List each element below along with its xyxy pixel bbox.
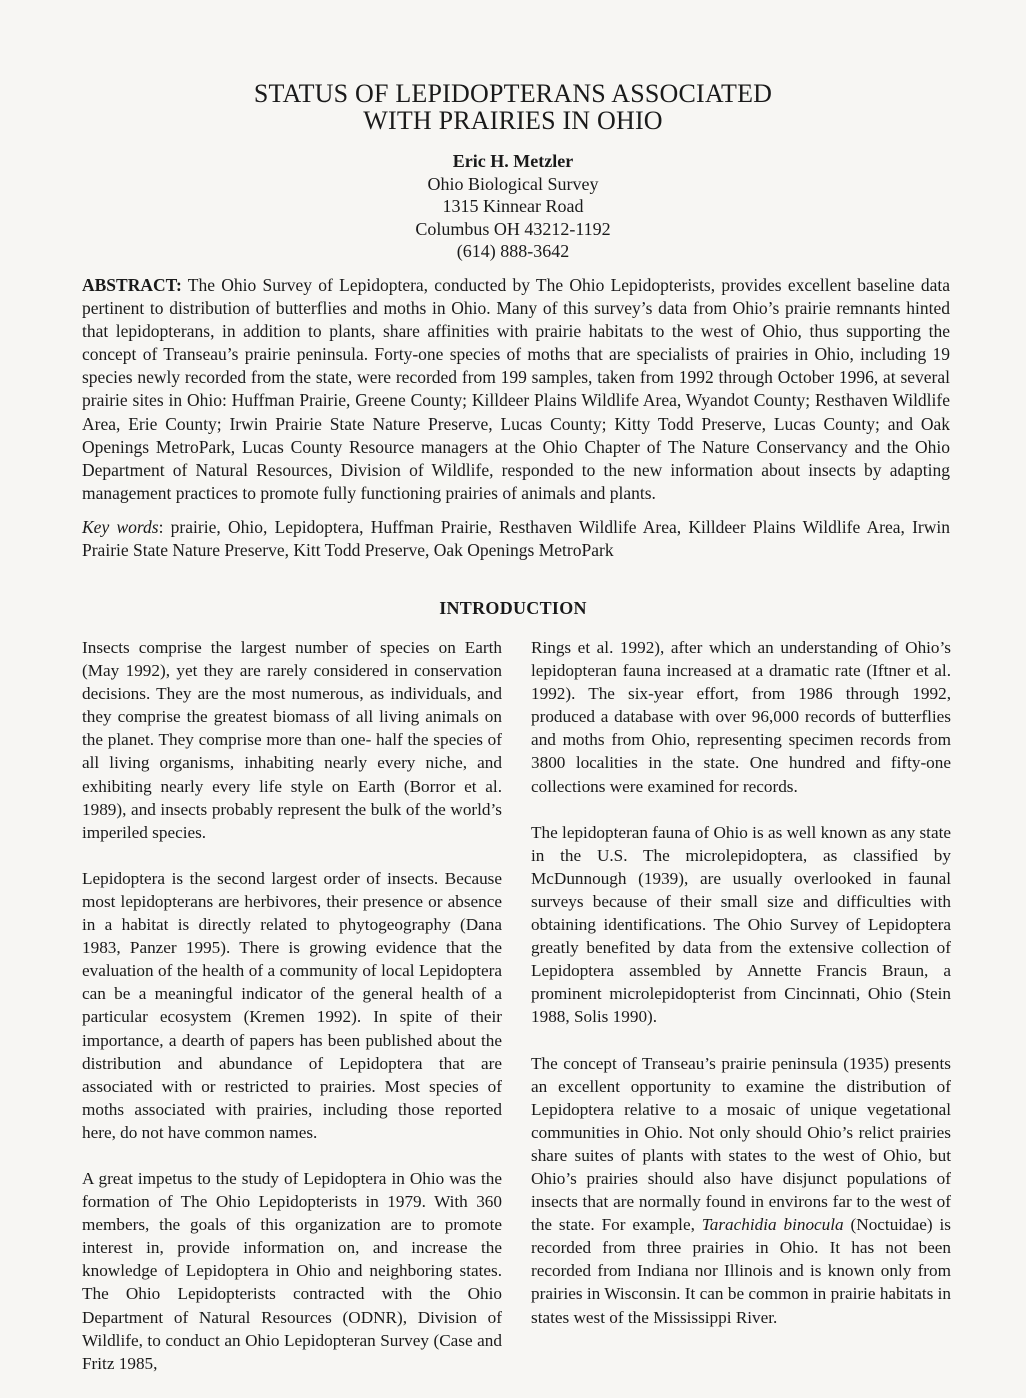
author-block — [0, 150, 1026, 263]
paragraph: The lepidopteran fauna of Ohio is as well known as any state in the U.S. The microlepidoptera, as classified by McDunnough (1939), are usually overlooked in faunal surveys because of their small size and difficulties with obtaining identifications. The Ohio Survey of Lepidoptera greatly benefited by data from the extensive collection of Lepidoptera assembled by Annette Francis Braun, a prominent microlepidopterist from Cincinnati, Ohio (Stein 1988, Solis 1990). — [531, 822, 951, 1027]
species-name: Tarachidia binocula — [701, 1215, 844, 1235]
keywords-label: Key words — [82, 517, 159, 537]
keywords — [82, 516, 950, 562]
author-street: 1315 Kinnear Road — [442, 196, 584, 216]
abstract-label: ABSTRACT: — [82, 275, 182, 295]
paragraph: Insects comprise the largest number of species on Earth (May 1992), yet they are rarely considered in conservation decisions. They are the most numerous, as individuals, and they comprise the greatest biomass of all living animals on the planet. They comprise more than one- half the species of all living organisms, inhabiting nearly every niche, and exhibiting nearly every life style on Earth (Borror et al. 1989), and insects probably represent the bulk of the world’s imperiled species. — [82, 638, 502, 842]
paragraph-text: The concept of Transeau’s prairie peninsula (1935) presents an excellent opportunity to examine the distribution of Lepidoptera relative to a mosaic of unique vegetational communities in Ohio. Not only should Ohio’s relict prairies share suites of plants with states to the west of Ohio, but Ohio’s prairies should also have disjunct populations of insects that are normally found in environs far to the west of the state. For example, — [531, 1053, 951, 1235]
author-city: Columbus OH 43212-1192 — [415, 218, 611, 239]
abstract-text: The Ohio Survey of Lepidoptera, conducted by The Ohio Lepidopterists, provides excellent baseline data pertinent to distribution of butterflies and moths in Ohio. Many of this survey’s data from Ohio’s prairie remnants hinted that lepidopterans, in addition to plants, share affinities with prairie habitats to the west of Ohio, thus supporting the concept of Transeau’s prairie peninsula. Forty-one species of moths that are specialists of prairies in Ohio, including 19 species newly recorded from the state, were recorded from 199 samples, taken from 1992 through October 1996, at several prairie sites in Ohio: Huffman Prairie, Greene County; Killdeer Plains Wildlife Area, Wyandot County; Resthaven Wildlife Area, Erie County; Irwin Prairie State Nature Preserve, Lucas County; Kitty Todd Preserve, Lucas County; and Oak Openings MetroPark, Lucas County Resource managers at the Ohio Chapter of The Nature Conservancy and the Ohio Department of Natural Resources, Division of Wildlife, responded to the new information about insects by adapting management practices to promote fully functioning prairies of animals and plants. — [82, 275, 950, 503]
abstract — [82, 274, 950, 505]
title-line-2: WITH PRAIRIES IN OHIO — [363, 106, 663, 135]
keywords-text: : prairie, Ohio, Lepidoptera, Huffman Prairie, Resthaven Wildlife Area, Killdeer Plains Wildlife Area, Irwin Prairie State Nature Preserve, Kitt Todd Preserve, Oak Openings MetroPark — [82, 517, 950, 560]
paragraph: A great impetus to the study of Lepidoptera in Ohio was the formation of The Ohio Lepidopterists in 1979. With 360 members, the goals of this organization are to promote interest in, provide information on, and increase the knowledge of Lepidoptera in Ohio and neighboring states. The Ohio Lepidopterists contracted with the Ohio Department of Natural Resources (ODNR), Division of Wildlife, to conduct an Ohio Lepidopteran Survey (Case and Fritz 1985, — [82, 1168, 502, 1373]
paragraph: Lepidoptera is the second largest order of insects. Because most lepidopterans are herbivores, their presence or absence in a habitat is directly related to phytogeography (Dana 1983, Panzer 1995). There is growing evidence that the evaluation of the health of a community of local Lepidoptera can be a meaningful indicator of the general health of a particular ecosystem (Kremen 1992). In spite of their importance, a dearth of papers has been published about the distribution and abundance of Lepidoptera that are associated with or restricted to prairies. Most species of moths associated with prairies, including those reported here, do not have common names. — [82, 868, 502, 1142]
author-name: Eric H. Metzler — [452, 151, 574, 171]
author-phone: (614) 888-3642 — [456, 241, 570, 261]
paragraph — [531, 1052, 951, 1329]
paper-title — [0, 80, 1026, 134]
author-affiliation: Ohio Biological Survey — [427, 173, 599, 194]
paragraph: Rings et al. 1992), after which an understanding of Ohio’s lepidopteran fauna increased at a dramatic rate (Iftner et al. 1992). The six-year effort, from 1986 through 1992, produced a database with over 96,000 records of butterflies and moths from Ohio, representing specimen records from 3800 localities in the state. One hundred and fifty-one collections were examined for records. — [531, 638, 951, 796]
right-column — [531, 636, 951, 1352]
section-heading-introduction: INTRODUCTION — [439, 598, 587, 618]
left-column — [82, 636, 502, 1398]
paragraph-text: (Noctuidae) is recorded from three prairies in Ohio. It has not been recorded from Indiana nor Illinois and is known only from prairies in Wisconsin. It can be common in prairie habitats in states west of the Mississippi River. — [531, 1215, 951, 1327]
title-line-1: STATUS OF LEPIDOPTERANS ASSOCIATED — [253, 79, 773, 108]
